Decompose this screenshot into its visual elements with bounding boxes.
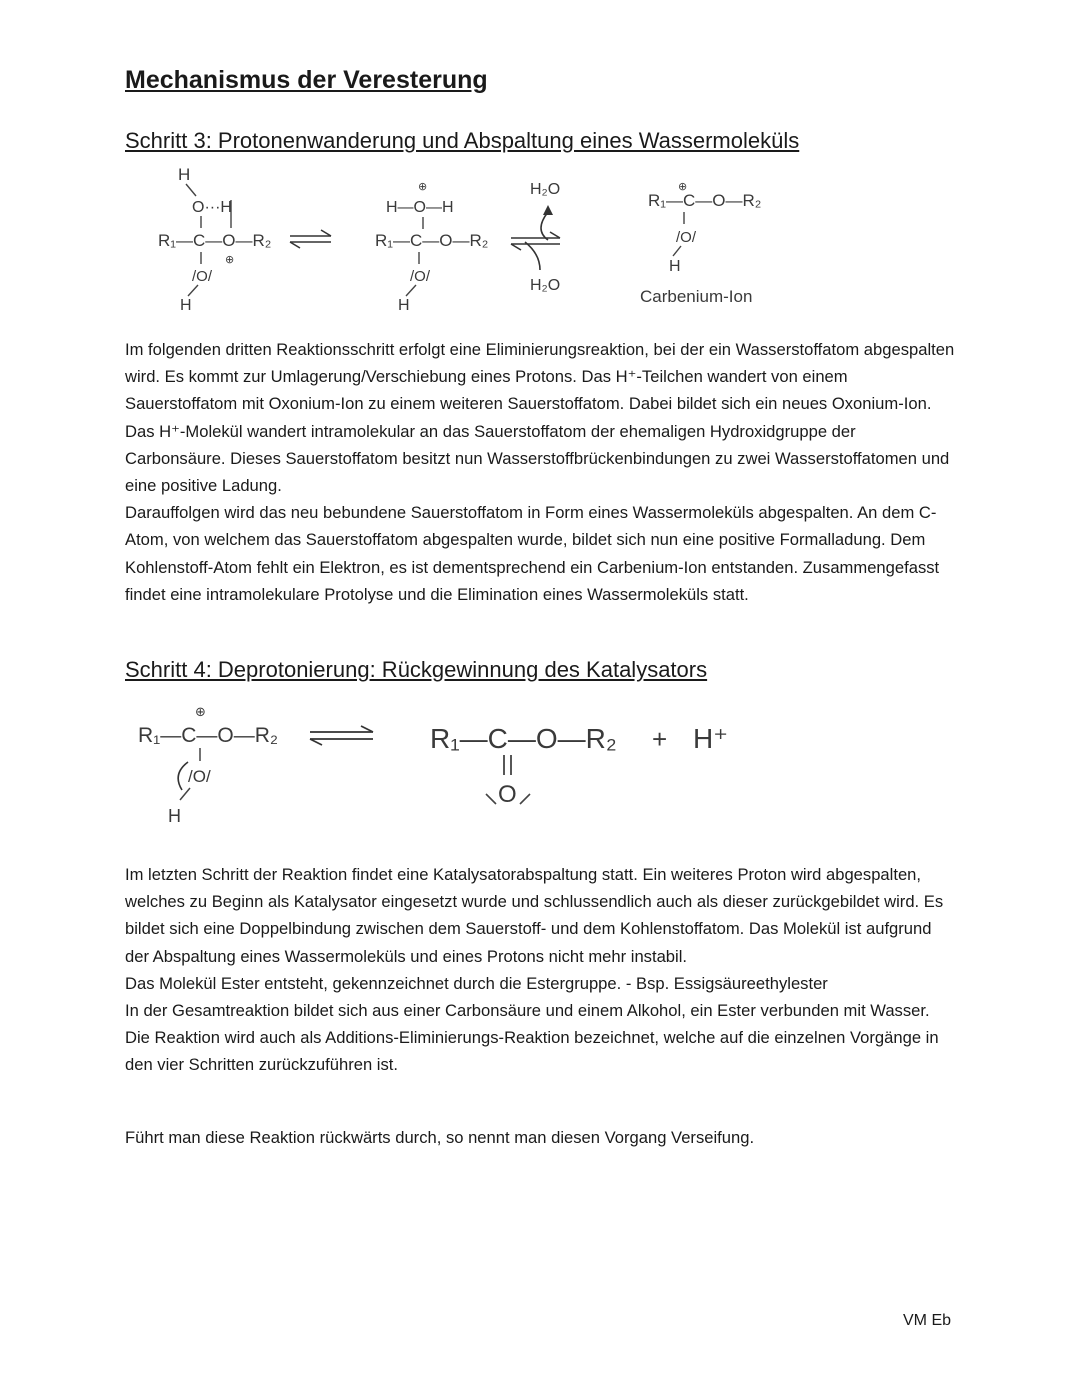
step4-paragraph-2: Das Molekül Ester entsteht, gekennzeichnet durch die Estergruppe. - Bsp. Essigsäureethylester [125,973,828,993]
m1-main-chain: R₁—C—O—R₂ [158,231,272,250]
m2-o-bottom: /O/ [410,268,431,285]
m2-main-chain: R₁—C—O—R₂ [375,231,489,250]
page-title: Mechanismus der Veresterung [125,66,488,94]
step4-text [125,861,955,1079]
s4-left-main-chain: R₁—C—O—R₂ [138,724,279,747]
equilibrium-arrow-1 [290,230,331,248]
step3-molecule-2 [375,181,488,314]
s4-proton: H⁺ [693,723,728,754]
step3-paragraph-1: Im folgenden dritten Reaktionsschritt erfolgt eine Eliminierungsreaktion, bei der ein Wasserstoffatom abgespalten wird. Es kommt zur Umlagerung/Verschiebung eines Protons. Das H⁺-Teilchen wandert von einem Sauerstoffatom mit Oxonium-Ion zu einem weiteren Sauerstoffatom. Dabei bildet sich ein neues Oxonium-Ion. Das H⁺-Molekül wandert intramolekular an das Sauerstoffatom der ehemaligen Hydroxidgruppe der Carbonsäure. Dieses Sauerstoffatom besitzt nun Wasserstoffbrückenbindungen zu zwei Wasserstoffatomen und eine positive Ladung. [125,340,955,496]
m3-h-bottom: H [669,258,681,275]
step3-heading: Schritt 3: Protonenwanderung und Abspaltung eines Wassermoleküls [125,128,800,153]
m3-o-bottom: /O/ [676,229,697,246]
step3-carbenium-ion [640,181,761,306]
step4-paragraph-3: In der Gesamtreaktion bildet sich aus einer Carbonsäure und einem Alkohol, ein Ester verbunden mit Wasser. Die Reaktion wird auch als Additions-Eliminierungs-Reaktion bezeichnet, welche auf die einzelnen Vorgänge in den vier Schritten zurückzuführen ist. [125,1001,939,1075]
step4-paragraph-1: Im letzten Schritt der Reaktion findet eine Katalysatorabspaltung statt. Ein weiteres Proton wird abgespalten, welches zu Beginn als Katalysator eingesetzt wurde und schlussendlich auch als dieser zurückgebildet wird. Es bildet sich eine Doppelbindung zwischen dem Sauerstoff- und dem Kohlenstoffatom. Das Molekül ist aufgrund der Abspaltung eines Wassermoleküls und eines Protons nicht mehr instabil. [125,865,944,966]
water-elimination-arrow [511,181,560,294]
s4-left-o-bottom: /O/ [188,767,211,786]
m2-top-group: H—O—H [386,199,454,216]
step4-reaction-diagram [128,698,768,838]
s4-plus-sign: + [652,724,668,754]
m3-plus-charge: ⊕ [678,181,688,193]
water-bottom: H₂O [530,277,561,294]
step3-text [125,336,955,608]
m1-h-top: H [178,165,191,184]
s4-left-plus-charge: ⊕ [195,704,206,719]
step3-reaction-diagram [128,160,808,320]
step4-carbenium-ion [138,704,278,826]
m1-plus-charge: ⊕ [225,254,235,266]
carbenium-label: Carbenium-Ion [640,287,753,306]
m1-oh-top: O···H [192,199,232,216]
water-top: H₂O [530,181,561,198]
step4-heading: Schritt 4: Deprotonierung: Rückgewinnung des Katalysators [125,657,708,682]
s4-right-main-chain: R₁—C—O—R₂ [430,723,617,754]
s4-right-o-bottom: O [498,781,517,808]
m1-o-bottom: /O/ [192,268,213,285]
step3-paragraph-2: Darauffolgen wird das neu bebundene Sauerstoffatom in Form eines Wassermoleküls abgespalten. An dem C-Atom, von welchem das Sauerstoffatom abgespalten wurde, bildet sich nun eine positive Formalladung. Dem Kohlenstoff-Atom fehlt ein Elektron, es ist dementsprechend ein Carbenium-Ion entstanden. Zusammengefasst findet eine intramolekulare Protolyse und die Elimination eines Wassermoleküls statt. [125,503,940,604]
m3-main-chain: R₁—C—O—R₂ [648,191,762,210]
footer-initials: VM Eb [903,1312,952,1329]
equilibrium-arrow-2 [310,726,373,745]
closing-text: Führt man diese Reaktion rückwärts durch, so nennt man diesen Vorgang Verseifung. [125,1128,755,1147]
s4-left-h-bottom: H [168,806,181,826]
step4-ester-product [430,723,728,808]
m2-h-bottom: H [398,297,410,314]
step3-molecule-1 [158,165,271,314]
m2-plus-charge: ⊕ [418,181,428,193]
m1-h-bottom: H [180,297,192,314]
